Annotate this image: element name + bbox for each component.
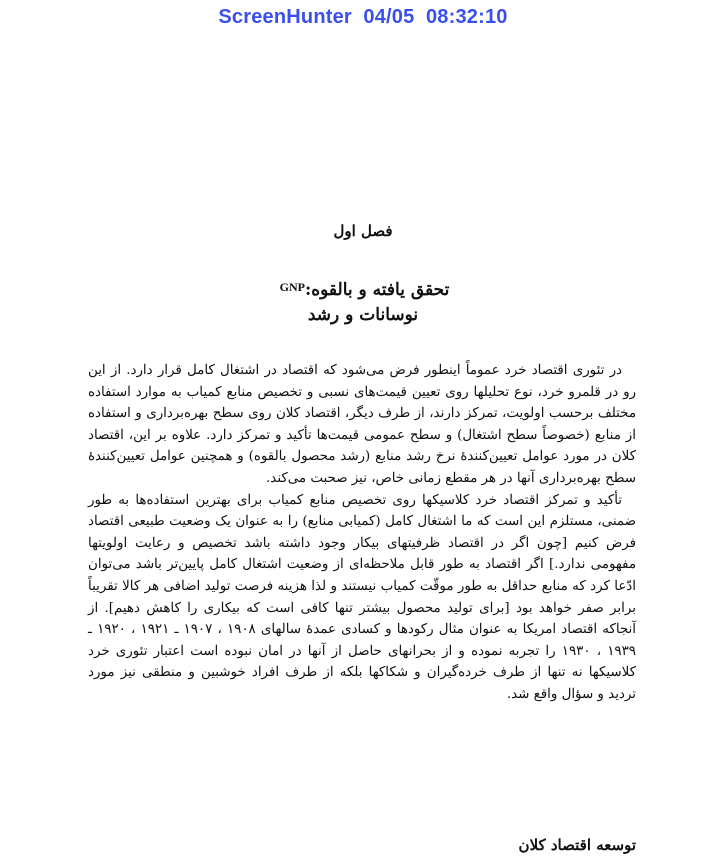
section-heading: توسعه اقتصاد کلان	[518, 836, 636, 854]
paragraph-2: تأکید و تمرکز اقتصاد خرد کلاسیکها روی تخصیص منابع کمیاب برای بهترین استفاده‌ها به طور ضمنی، مستلزم این است که ما اشتغال کامل (کمیابی منابع) را به عنوان یک وضعیت طبیعی اقتصاد فرض کنیم [چون اگر در اقتصاد ظرفیتهای بیکار وجود داشته باشد تخصیص و رعایت اولویتها مفهومی ندارد.] اگر اقتصاد به طور قابل ملاحظه‌ای از وضعیت اشتغال کامل پایین‌تر باشد می‌توان ادّعا کرد که منابع حداقل به طور موقّت کمیاب نیستند و لذا هزینه فرصت تولید اضافی هر کالا تقریباً برابر صفر خواهد بود [برای تولید محصول بیشتر تنها کافی است که بیکاری را کاهش دهیم]. از آنجاکه اقتصاد امریکا به عنوان مثال رکودها و کسادی عمدهٔ سالهای ۱۹۰۸ ، ۱۹۰۷ ـ ۱۹۲۱ ، ۱۹۲۰ ـ ۱۹۳۹ ، ۱۹۳۰ را تجربه نموده و از بحرانهای حاصل از آنها در امان نبوده است اعتبار تئوری خرد کلاسیکها نه تنها از طرف خرده‌گیران و شکاکها بلکه از طرف افراد خوشبین و منطقی نیز مورد تردید و سؤال واقع شد.	[88, 492, 637, 702]
chapter-label: فصل اول	[333, 222, 393, 240]
chapter-title-line-2: نوسانات و رشد	[307, 305, 419, 325]
chapter-title	[0, 275, 726, 328]
body-text	[88, 360, 636, 706]
screenhunter-timestamp-overlay: ScreenHunter 04/05 08:32:10	[218, 6, 508, 28]
chapter-title-line-1	[0, 275, 726, 303]
chapter-title-gnp: GNP	[279, 280, 305, 294]
paragraph-1: در تئوری اقتصاد خرد عموماً اینطور فرض می‌شود که اقتصاد در اشتغال کامل قرار دارد. از این رو در قلمرو خرد، نوع تحلیلها روی تعیین قیمت‌های نسبی و تخصیص منابع کمیاب به موارد استفاده مختلف برحسب اولویت، تمرکز دارند، از طرف دیگر، اقتصاد کلان روی سطح بهره‌برداری و استفاده از منابع (خصوصاً سطح اشتغال) و سطح عمومی قیمت‌ها تأکید و تمرکز دارد. علاوه بر این، اقتصاد کلان در مورد عوامل تعیین‌کنندهٔ نرخ رشد منابع (رشد محصول بالقوه) و همچنین عوامل تعیین‌کنندهٔ سطح بهره‌برداری آنها در هر مقطع زمانی خاص، نیز صحبت می‌کند.	[88, 363, 636, 486]
chapter-title-main: تحقق یافته و بالقوه:	[304, 280, 450, 300]
